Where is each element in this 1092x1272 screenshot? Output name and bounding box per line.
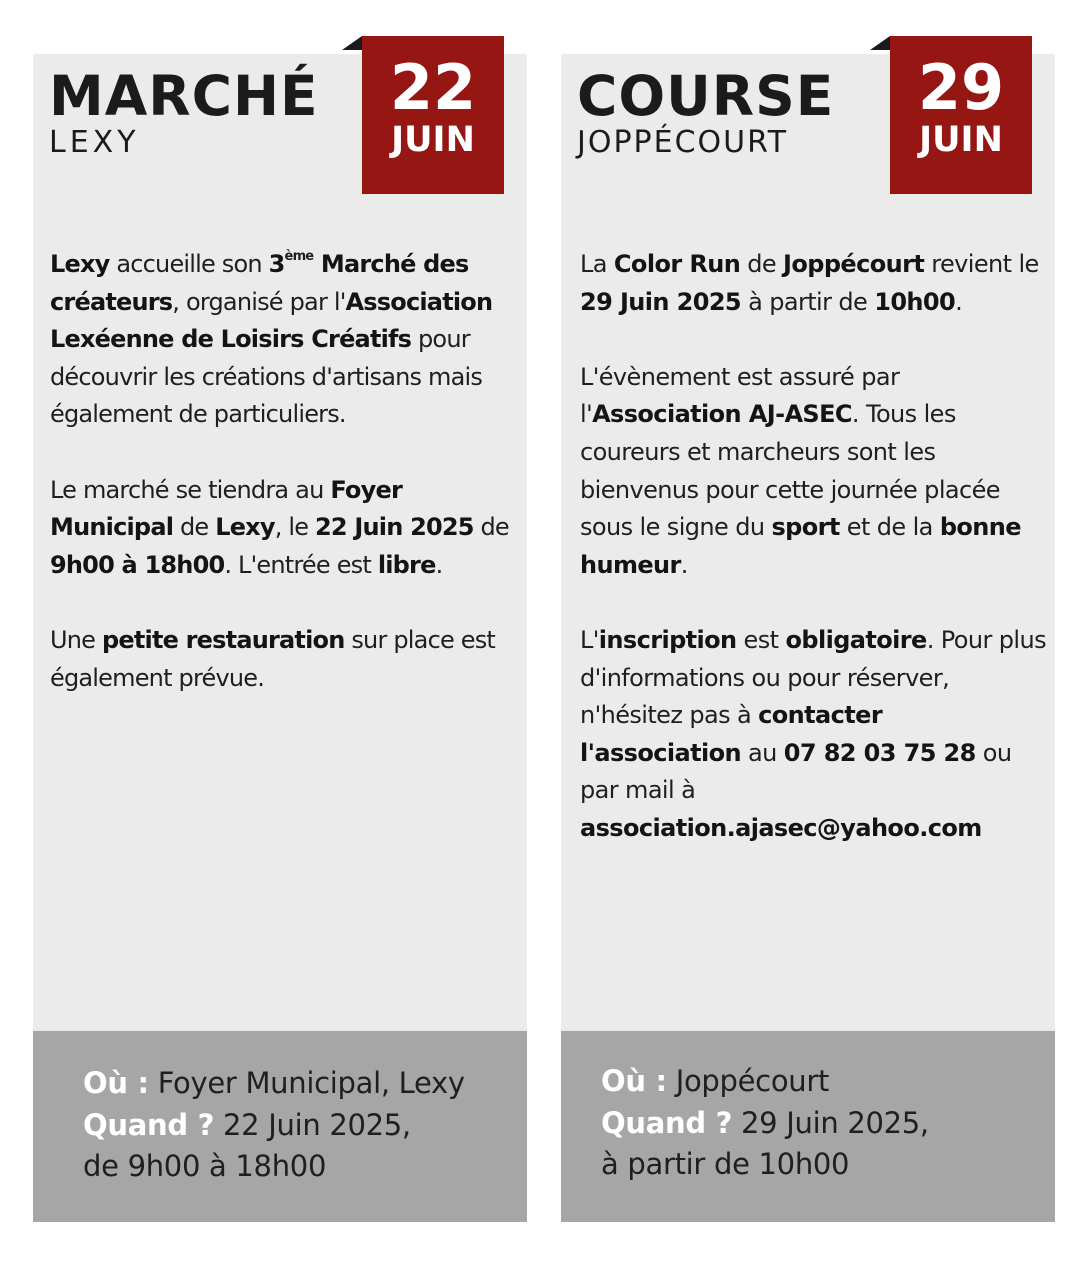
info-box <box>561 1031 1055 1222</box>
bold-text: Joppécourt <box>783 250 925 278</box>
date-month: JUIN <box>919 120 1003 160</box>
info-box <box>33 1031 527 1222</box>
where-value: Foyer Municipal, Lexy <box>148 1066 465 1100</box>
text: Le marché se tiendra au <box>50 475 331 504</box>
description-paragraph <box>580 359 1050 585</box>
where-label: Où : <box>601 1064 667 1098</box>
email-address: association.ajasec@yahoo.com <box>580 813 982 842</box>
bold-text: 10h00 <box>874 287 956 316</box>
description-paragraph <box>50 246 520 434</box>
date-day: 22 <box>389 51 477 124</box>
text: ou par mail à <box>580 738 1012 805</box>
bold-text: libre <box>377 550 436 579</box>
bold-text: 3 <box>268 250 285 278</box>
event-card-marche <box>33 51 527 1222</box>
text: sur place est également prévue. <box>50 625 496 692</box>
bold-text: 9h00 à 18h00 <box>50 550 225 579</box>
info-where <box>601 1061 929 1103</box>
text: . L'entrée est <box>224 550 378 579</box>
event-title: COURSE <box>577 64 835 128</box>
text: pour découvrir les créations d'artisans mais également de particuliers. <box>50 325 483 429</box>
bold-text: obligatoire <box>785 625 927 654</box>
info-when-time: à partir de 10h00 <box>601 1147 850 1181</box>
when-label: Quand ? <box>601 1105 733 1140</box>
phone-number: 07 82 03 75 28 <box>783 738 976 767</box>
text: . Pour plus d'informations ou pour réserver, n'hésitez pas à <box>580 625 1046 730</box>
event-description <box>50 246 520 697</box>
when-value: 22 Juin 2025, <box>214 1107 411 1142</box>
info-details <box>601 1061 929 1186</box>
bold-text: 29 Juin 2025 <box>580 287 742 316</box>
event-title: MARCHÉ <box>49 64 319 128</box>
bold-text: 22 Juin 2025 <box>315 513 474 542</box>
info-details <box>83 1063 465 1188</box>
text: , organisé par l' <box>172 287 346 316</box>
event-location: LEXY <box>49 125 140 160</box>
bold-text: Lexy <box>50 250 110 278</box>
text: , le <box>274 513 316 542</box>
date-badge <box>362 36 504 194</box>
bold-text: Association Lexéenne de Loisirs Créatifs <box>50 287 493 354</box>
ordinal-suffix: ème <box>284 249 314 264</box>
text: La <box>580 250 614 278</box>
date-day: 29 <box>917 51 1005 124</box>
event-card-course <box>561 51 1055 1222</box>
bold-text: inscription <box>598 625 737 654</box>
info-when <box>601 1103 929 1145</box>
info-when-time: de 9h00 à 18h00 <box>83 1149 327 1183</box>
text: et de la <box>839 513 940 542</box>
bold-text: Association AJ-ASEC <box>592 400 852 429</box>
bold-text: bonne humeur <box>580 513 1021 579</box>
text: L'évènement est assuré par l' <box>580 362 900 429</box>
text: . Tous les coureurs et marcheurs sont les bienvenus pour cette journée placée sous le signe du <box>580 400 1000 542</box>
where-label: Où : <box>83 1066 149 1100</box>
text: Une <box>50 625 102 654</box>
text: de <box>173 513 216 542</box>
text: . <box>680 550 688 579</box>
description-paragraph <box>580 246 1050 321</box>
date-month: JUIN <box>391 120 475 160</box>
date-badge <box>890 36 1032 194</box>
text: accueille son <box>109 250 269 278</box>
info-where <box>83 1063 465 1105</box>
bold-text: sport <box>771 513 840 542</box>
bold-text: Marché des créateurs <box>50 250 469 316</box>
bold-text: Foyer Municipal <box>50 475 402 542</box>
bold-text: Color Run <box>613 250 741 278</box>
event-description <box>580 246 1050 848</box>
text: revient le <box>924 250 1039 278</box>
text: est <box>736 625 786 654</box>
info-when <box>83 1105 465 1147</box>
text: . <box>955 287 963 316</box>
bold-text: petite restauration <box>101 625 345 654</box>
bold-text: Lexy <box>215 513 275 542</box>
when-label: Quand ? <box>83 1107 215 1142</box>
when-value: 29 Juin 2025, <box>732 1105 929 1140</box>
text: à partir de <box>741 287 875 316</box>
text: L' <box>580 625 599 654</box>
bold-text: contacter l'association <box>580 701 883 767</box>
description-paragraph <box>50 472 520 585</box>
description-paragraph <box>50 622 520 697</box>
text: de <box>740 250 784 278</box>
text: au <box>740 738 784 767</box>
where-value: Joppécourt <box>666 1064 830 1098</box>
event-location: JOPPÉCOURT <box>577 125 789 160</box>
description-paragraph <box>580 622 1050 848</box>
text: de <box>473 513 509 542</box>
text: . <box>435 550 443 579</box>
